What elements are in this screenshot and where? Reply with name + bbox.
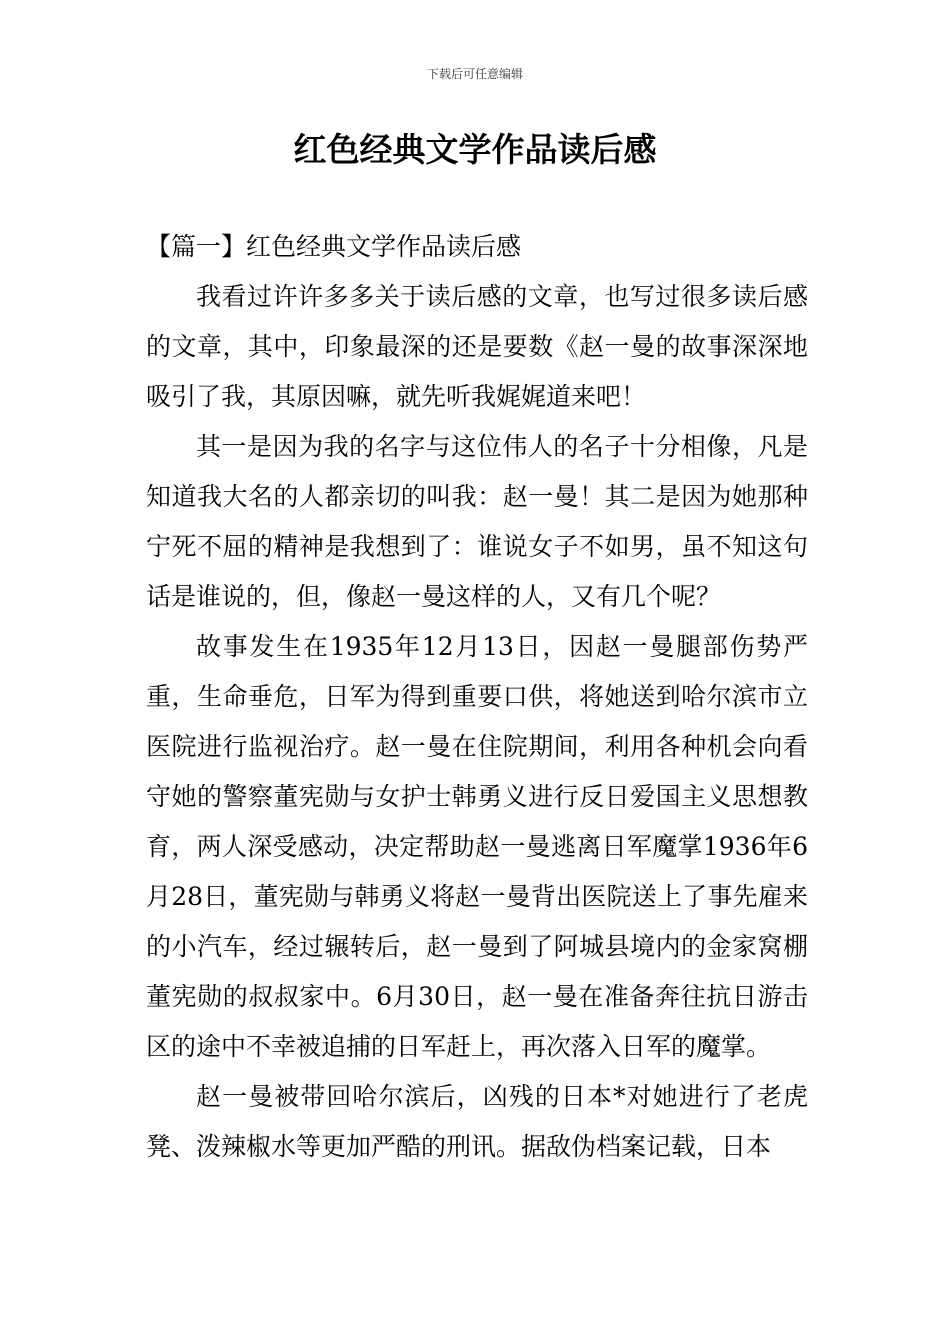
paragraph-1: 我看过许许多多关于读后感的文章，也写过很多读后感的文章，其中，印象最深的还是要数《赵一曼的故事深深地吸引了我，其原因嘛，就先听我娓娓道来吧！ — [146, 282, 808, 411]
header-note: 下载后可任意编辑 — [426, 67, 523, 81]
paragraph-3: 故事发生在1935年12月13日，因赵一曼腿部伤势严重，生命垂危，日军为得到重要口供，将她送到哈尔滨市立医院进行监视治疗。赵一曼在住院期间，利用各种机会向看守她的警察董宪勋与女护士韩勇义进行反日爱国主义思想教育，两人深受感动，决定帮助赵一曼逃离日军魔掌1936年6月28日，董宪勋与韩勇义将赵一曼背出医院送上了事先雇来的小汽车，经过辗转后，赵一曼到了阿城县境内的金家窝棚董宪勋的叔叔家中。6月30日，赵一曼在准备奔往抗日游击区的途中不幸被追捕的日军赶上，再次落入日军的魔掌。 — [146, 632, 808, 1061]
document-title: 红色经典文学作品读后感 — [293, 130, 657, 169]
section-heading: 【篇一】红色经典文学作品读后感 — [146, 232, 522, 261]
document-body — [146, 222, 808, 1172]
paragraph-4: 赵一曼被带回哈尔滨后，凶残的日本*对她进行了老虎凳、泼辣椒水等更加严酷的刑讯。据敌伪档案记载，日本 — [146, 1082, 808, 1161]
paragraph-2: 其一是因为我的名字与这位伟人的名子十分相像，凡是知道我大名的人都亲切的叫我：赵一曼！其二是因为她那种宁死不屈的精神是我想到了：谁说女子不如男，虽不知这句话是谁说的，但，像赵一曼这样的人，又有几个呢？ — [146, 432, 808, 611]
